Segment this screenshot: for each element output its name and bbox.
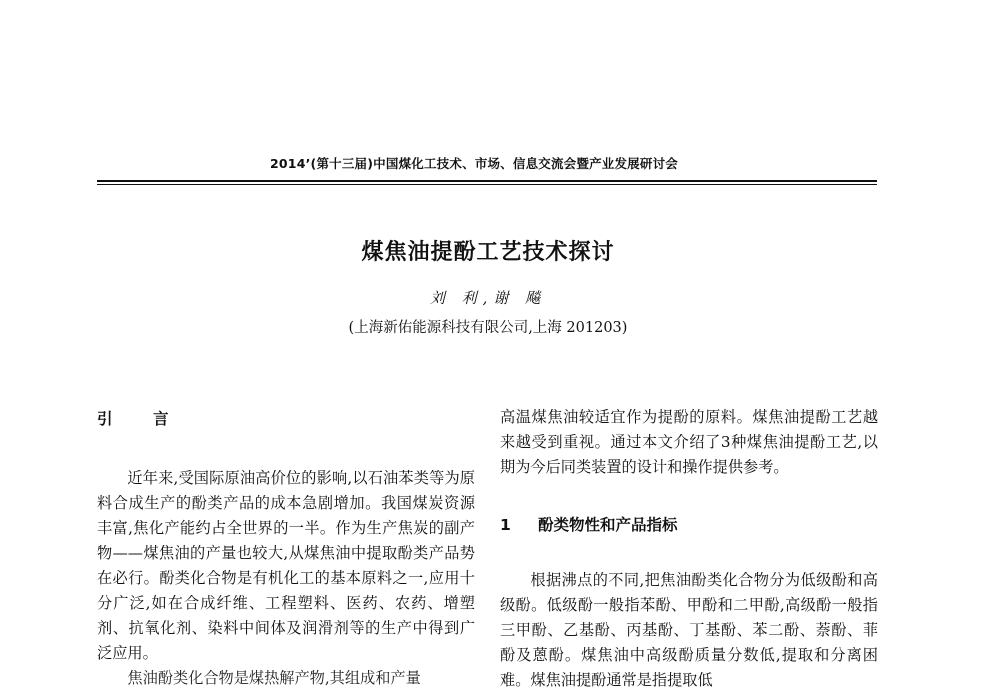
section-1-number: 1 xyxy=(500,516,511,534)
intro-paragraph-1: 近年来,受国际原油高价位的影响,以石油苯类等为原料合成生产的酚类产品的成本急剧增加。我国煤炭资源丰富,焦化产能约占全世界的一半。作为生产焦炭的副产物——煤焦油的产量也较大,从煤焦油中提取酚类产品势在必行。酚类化合物是有机化工的基本原料之一,应用十分广泛,如在合成纤维、工程塑料、医药、农药、增塑剂、抗氧化剂、染料中间体及润滑剂等的生产中得到广泛应用。 xyxy=(97,469,475,662)
article-title: 煤焦油提酚工艺技术探讨 xyxy=(361,240,615,265)
spacer xyxy=(500,535,878,568)
intro-paragraph-continued: 高温煤焦油较适宜作为提酚的原料。煤焦油提酚工艺越来越受到重视。通过本文介绍了3种煤焦油提酚工艺,以期为今后同类装置的设计和操作提供参考。 xyxy=(500,408,878,476)
running-header: 2014’(第十三届)中国煤化工技术、市场、信息交流会暨产业发展研讨会 xyxy=(270,156,678,171)
article-authors: 刘 利,谢 飚 xyxy=(429,289,547,307)
left-column xyxy=(97,405,475,691)
spacer xyxy=(97,433,475,466)
header-rule-thin xyxy=(97,184,877,185)
section-1-paragraph: 根据沸点的不同,把焦油酚类化合物分为低级酚和高级酚。低级酚一般指苯酚、甲酚和二甲酚,高级酚一般指三甲酚、乙基酚、丙基酚、丁基酚、苯二酚、萘酚、菲酚及蒽酚。煤焦油中高级酚质量分数低,提取和分离困难。煤焦油提酚通常是指提取低 xyxy=(500,571,878,689)
article-affiliation: (上海新佑能源科技有限公司,上海 201203) xyxy=(348,320,628,336)
intro-paragraph-2: 焦油酚类化合物是煤热解产物,其组成和产量 xyxy=(127,669,421,687)
section-1-title: 酚类物性和产品指标 xyxy=(538,516,678,534)
intro-heading-char-1: 引 xyxy=(97,410,113,428)
header-rule-thick xyxy=(97,180,877,182)
section-1-heading xyxy=(500,513,878,535)
intro-heading-char-2: 言 xyxy=(153,410,169,428)
intro-heading xyxy=(97,405,475,433)
spacer xyxy=(500,480,878,513)
right-column xyxy=(500,405,878,693)
